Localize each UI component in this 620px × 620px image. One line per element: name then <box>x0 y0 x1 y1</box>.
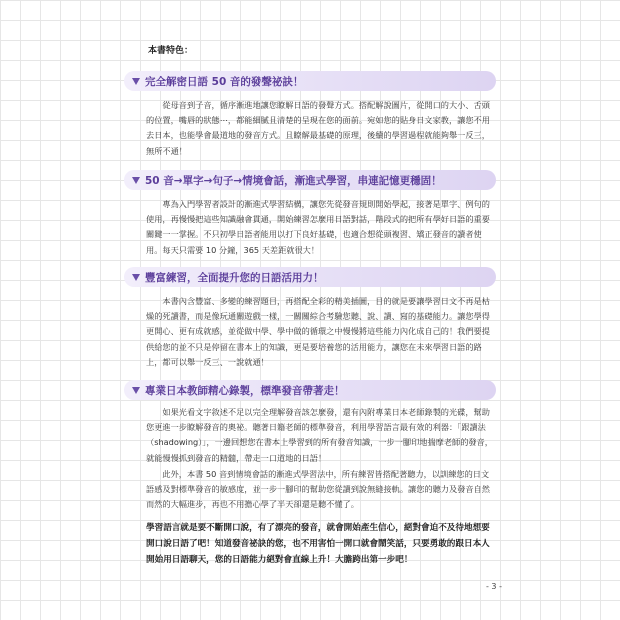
section-3-heading: 豐富練習，全面提升您的日語活用力！ <box>145 271 324 284</box>
section-4-paragraph-1: 如果光看文字敘述不足以完全理解發音該怎麼發，還有內附專業日本老師錄製的光碟，幫助您更進一步瞭解發音的奧祕。聽著日籍老師的標準發音，利用學習語言最有效的利器：「跟讀法（shadowing）」，一邊回想您在書本上學習到的所有發音知識，一步一腳印地揣摩老師的發音，就能慢慢抓到發音的精髓，帶走一口道地的日語！ <box>146 407 493 463</box>
section-3-paragraph: 本書內含豐富、多變的練習題目，再搭配全彩的精美插圖，目的就是要讓學習日文不再是枯燥的死讀書，而是像玩通關遊戲一樣，一關關綜合考驗您聽、說、讀、寫的基礎能力。讓您學得更開心、更有成就感，並從做中學、學中做的循環之中慢慢將這些能力內化成自己的！我們要提供給您的並不只是停留在書本上的知識，更是要培養您的活用能力，讓您在未來學習日語的路上，都可以舉一反三、一說就通！ <box>146 296 490 367</box>
page-number: - 3 - <box>486 582 502 591</box>
triangle-down-icon <box>132 177 140 184</box>
triangle-down-icon <box>132 78 140 85</box>
triangle-down-icon <box>132 387 140 394</box>
section-1-banner <box>124 71 496 91</box>
features-title: 本書特色： <box>148 46 194 56</box>
section-1-heading: 完全解密日語 50 音的發聲祕訣！ <box>145 75 304 88</box>
section-4-banner <box>124 380 496 400</box>
section-2-paragraph: 專為入門學習者設計的漸進式學習結構，讓您先從發音規則開始學起，接著是單字、例句的使用，再慢慢把這些知識融會貫通，開始練習怎麼用日語對話，階段式的把所有學好日語的重要關鍵一一掌握。不只初學日語者能用以打下良好基礎，也適合想從頭複習、矯正發音的讀者使用。每天只需要 10 分鐘，365 天差距就很大！ <box>146 199 490 255</box>
section-3-banner <box>124 267 496 287</box>
section-2-banner <box>124 170 496 190</box>
section-4-paragraph-2: 此外，本書 50 音到情境會話的漸進式學習法中，所有練習皆搭配著聽力，以訓練您的日文語感及對標準發音的敏感度，並一步一腳印的幫助您從讀到說無縫接軌。讓您的聽力及發音自然而然的大幅進步，再也不用擔心學了半天卻還是聽不懂了。 <box>146 469 490 510</box>
section-1-paragraph: 從母音到子音，循序漸進地讓您瞭解日語的發聲方式。搭配解說圖片，從開口的大小、舌頭的位置，嘴唇的狀態⋯，都能細膩且清楚的呈現在您的面前。宛如您的貼身日文家教，讓您不用去日本，也能學會最道地的發音方式。且瞭解最基礎的原理，後續的學習過程就能夠舉一反三，無所不通！ <box>146 100 490 156</box>
section-2-heading: 50 音→單字→句子→情境會話，漸進式學習，串連記憶更穩固！ <box>145 174 442 187</box>
triangle-down-icon <box>132 274 140 281</box>
closing-paragraph: 學習語言就是要不斷開口說，有了漂亮的發音，就會開始產生信心，絕對會迫不及待地想要開口說日語了吧！知道發音祕訣的您，也不用害怕一開口就會鬧笑話，只要勇敢的跟日本人開始用日語聊天，您的日語能力絕對會直線上升！大膽跨出第一步吧！ <box>146 523 490 565</box>
section-4-heading: 專業日本教師精心錄製，標準發音帶著走！ <box>145 384 345 397</box>
